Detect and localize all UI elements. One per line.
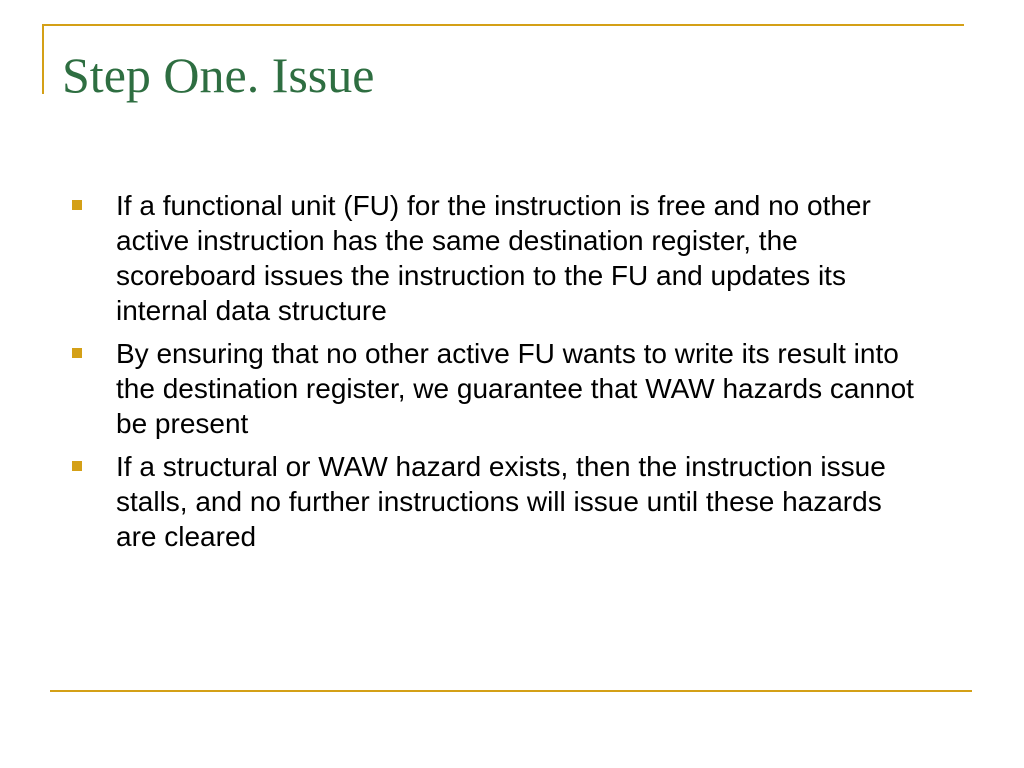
- square-bullet-icon: [72, 461, 82, 471]
- bullet-item-2: [72, 336, 932, 441]
- square-bullet-icon: [72, 348, 82, 358]
- bullet-text: If a functional unit (FU) for the instruction is free and no other active instruction has the same destination register, the scoreboard issues the instruction to the FU and updates its internal data structure: [116, 190, 871, 326]
- frame-bottom-line: [50, 690, 972, 692]
- bullet-text: If a structural or WAW hazard exists, then the instruction issue stalls, and no further instructions will issue until these hazards are cleared: [116, 451, 886, 552]
- square-bullet-icon: [72, 200, 82, 210]
- slide-title: Step One. Issue: [62, 47, 375, 103]
- frame-top-line: [42, 24, 964, 26]
- bullet-item-3: [72, 449, 932, 554]
- bullet-item-1: [72, 188, 932, 328]
- bullet-list: [72, 188, 932, 562]
- bullet-text: By ensuring that no other active FU wants to write its result into the destination register, we guarantee that WAW hazards cannot be present: [116, 338, 914, 439]
- frame-left-line: [42, 24, 44, 94]
